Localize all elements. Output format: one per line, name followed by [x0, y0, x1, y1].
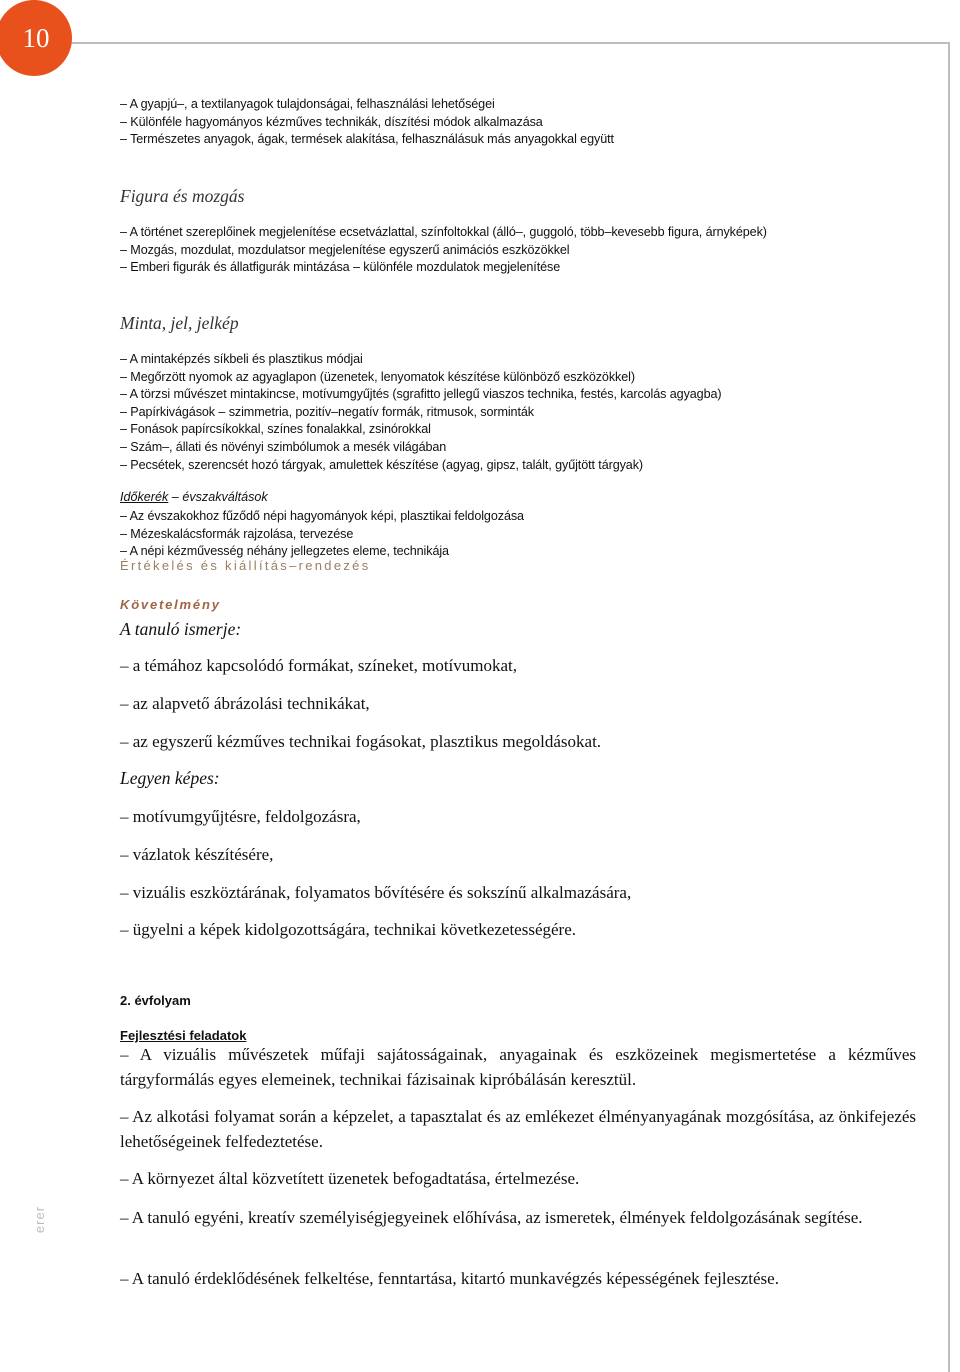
paragraph: – A tanuló egyéni, kreatív személyiségjegyeinek előhívása, az ismeretek, élmények feldolgozásának segítése. [120, 1208, 863, 1227]
idokerek-title: Időkerék [120, 490, 169, 504]
list-item: – vizuális eszköztárának, folyamatos bővítésére és sokszínű alkalmazására, [120, 883, 632, 902]
ismerje-label: A tanuló ismerje: [120, 619, 242, 639]
list-item: – Fonások papírcsíkokkal, színes fonalakkal, zsinórokkal [120, 422, 431, 437]
idokerek-list [120, 508, 920, 561]
page-number-badge: 10 [0, 0, 72, 76]
list-item: – A gyapjú–, a textilanyagok tulajdonságai, felhasználási lehetőségei [120, 97, 495, 111]
section-heading-figura: Figura és mozgás [120, 186, 245, 206]
list-item: – Az évszakokhoz fűződő népi hagyományok képi, plasztikai feldolgozása [120, 509, 524, 523]
paragraph: – Az alkotási folyamat során a képzelet, a tapasztalat és az emlékezet élményanyagának mozgósítása, az önkifejezés lehetőségeinek felfedeztetése. [120, 1107, 916, 1151]
paragraph: – A tanuló érdeklődésének felkeltése, fenntartása, kitartó munkavégzés képességének fejlesztése. [120, 1269, 779, 1288]
kovetelmeny-heading: Követelmény [120, 597, 221, 612]
ertekeles-heading: Értékelés és kiállítás–rendezés [120, 558, 371, 573]
idokerek-subtitle: – évszakváltások [168, 490, 268, 504]
list-item: – Papírkivágások – szimmetria, pozitív–negatív formák, ritmusok, sorminták [120, 404, 534, 419]
fejlesztesi-heading: Fejlesztési feladatok [120, 1028, 247, 1043]
list-item: – ügyelni a képek kidolgozottságára, technikai következetességére. [120, 920, 576, 939]
side-mark: erer [32, 1205, 48, 1234]
paragraph: – A környezet által közvetített üzenetek befogadtatása, értelmezése. [120, 1169, 580, 1188]
section-heading-idokerek [120, 490, 920, 504]
list-item: – vázlatok készítésére, [120, 845, 274, 864]
kepes-label: Legyen képes: [120, 768, 220, 788]
intro-list [120, 96, 920, 149]
list-item: – az egyszerű kézműves technikai fogásokat, plasztikus megoldásokat. [120, 732, 602, 751]
list-item: – Mozgás, mozdulat, mozdulatsor megjelenítése egyszerű animációs eszközökkel [120, 242, 570, 257]
list-item: – Természetes anyagok, ágak, termések alakítása, felhasználásuk más anyagokkal együtt [120, 132, 614, 147]
list-item: – Mézeskalácsformák rajzolása, tervezése [120, 526, 354, 541]
list-item: – motívumgyűjtésre, feldolgozásra, [120, 807, 361, 826]
list-item: – a témához kapcsolódó formákat, színeket, motívumokat, [120, 656, 518, 675]
figura-list [120, 224, 920, 277]
list-item: – az alapvető ábrázolási technikákat, [120, 694, 370, 713]
list-item: – Különféle hagyományos kézműves technikák, díszítési módok alkalmazása [120, 114, 543, 129]
list-item: – A történet szereplőinek megjelenítése ecsetvázlattal, színfoltokkal (álló–, guggoló, több–kevesebb figura, árnyképek) [120, 225, 767, 239]
paragraph: – A vizuális művészetek műfaji sajátosságainak, anyagainak és eszközeinek megismertetése a kézműves tárgyformálás egyes elemeinek, technikai fázisainak kipróbálásán keresztül. [120, 1045, 916, 1089]
grade-heading: 2. évfolyam [120, 993, 191, 1008]
list-item: – Megőrzött nyomok az agyaglapon (üzenetek, lenyomatok készítése különböző eszközökkel) [120, 369, 635, 384]
list-item: – A törzsi művészet mintakincse, motívumgyűjtés (sgrafitto jellegű viaszos technika, festés, karcolás agyagba) [120, 387, 722, 402]
list-item: – A népi kézművesség néhány jellegzetes eleme, technikája [120, 544, 449, 559]
list-item: – Emberi figurák és állatfigurák mintázása – különféle mozdulatok megjelenítése [120, 260, 561, 275]
list-item: – Pecsétek, szerencsét hozó tárgyak, amulettek készítése (agyag, gipsz, talált, gyűjtött tárgyak) [120, 457, 643, 472]
list-item: – Szám–, állati és növényi szimbólumok a mesék világában [120, 439, 447, 454]
minta-list [120, 351, 920, 474]
section-heading-minta: Minta, jel, jelkép [120, 313, 239, 333]
list-item: – A mintaképzés síkbeli és plasztikus módjai [120, 352, 363, 366]
